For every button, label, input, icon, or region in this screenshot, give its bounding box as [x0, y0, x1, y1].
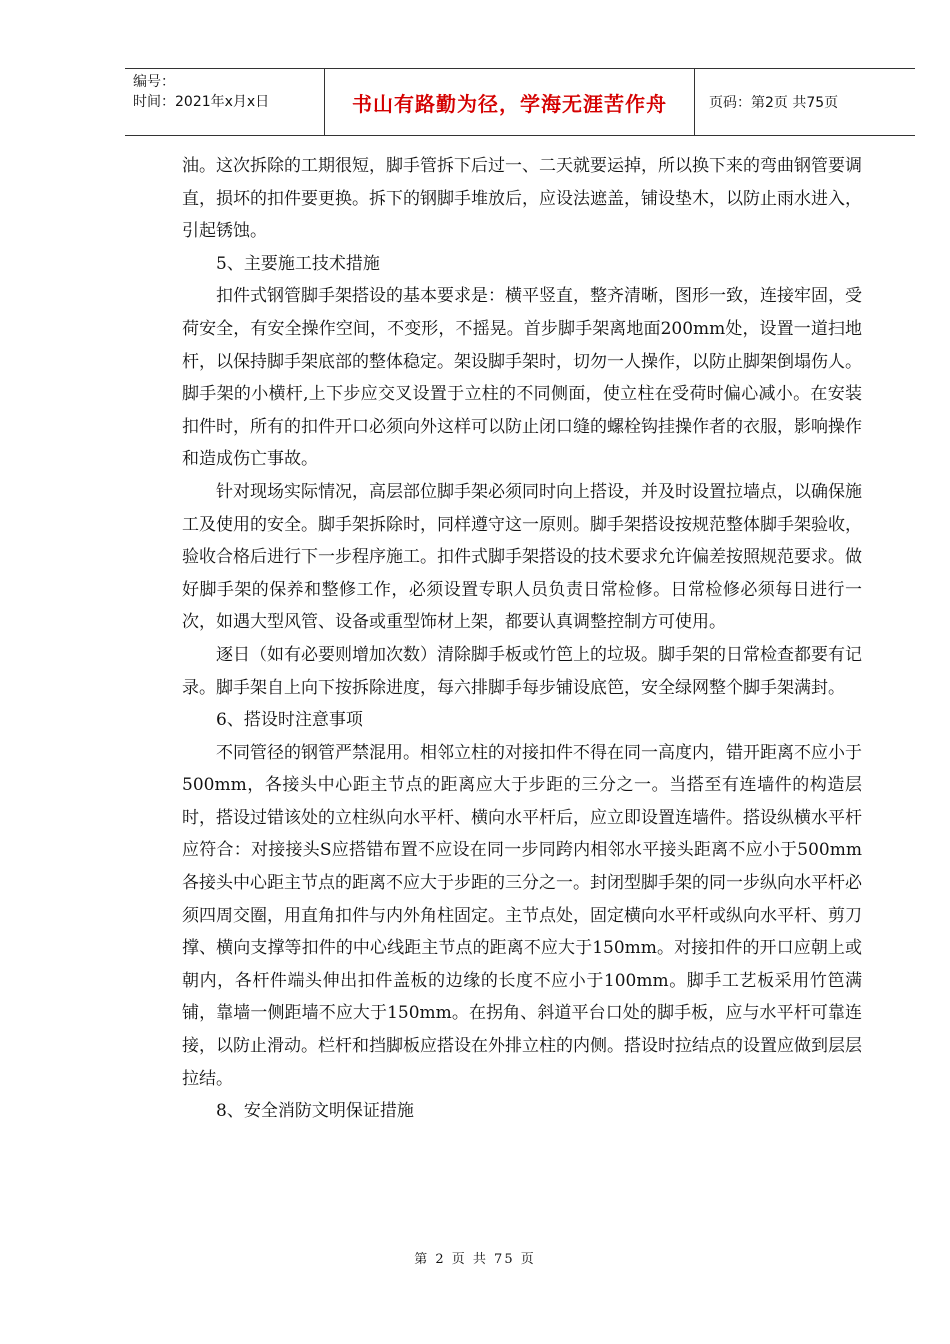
section-heading-5: 5、主要施工技术措施: [216, 253, 380, 274]
document-number-label: 编号：: [133, 74, 175, 90]
document-body: [182, 150, 862, 1128]
page-header: [125, 68, 915, 136]
paragraph-continuation: 油。这次拆除的工期很短，脚手管拆下后过一、二天就要运掉，所以换下来的弯曲钢管要调直，损坏的扣件要更换。拆下的钢脚手堆放后，应设法遮盖，铺设垫木，以防止雨水进入，引起锈蚀。: [182, 156, 862, 242]
section-heading-8: 8、安全消防文明保证措施: [216, 1101, 414, 1122]
header-info-cell: [125, 69, 325, 135]
paragraph: 针对现场实际情况，高层部位脚手架必须同时向上搭设，并及时设置拉墙点，以确保施工及使用的安全。脚手架拆除时，同样遵守这一原则。脚手架搭设按规范整体脚手架验收，验收合格后进行下一步程序施工。扣件式脚手架搭设的技术要求允许偏差按照规范要求。做好脚手架的保养和整修工作，必须设置专职人员负责日常检修。日常检修必须每日进行一次，如遇大型风管、设备或重型饰材上架，都要认真调整控制方可使用。: [182, 481, 862, 633]
document-time-label: 时间：2021年x月x日: [133, 94, 270, 110]
header-motto: 书山有路勤为径，学海无涯苦作舟: [325, 69, 695, 135]
paragraph: 扣件式钢管脚手架搭设的基本要求是：横平竖直，整齐清晰，图形一致，连接牢固，受荷安全，有安全操作空间，不变形，不摇晃。首步脚手架离地面200mm处，设置一道扫地杆，以保持脚手架底部的整体稳定。架设脚手架时，切勿一人操作，以防止脚架倒塌伤人。脚手架的小横杆,上下步应交叉设置于立柱的不同侧面，使立柱在受荷时偏心减小。在安装扣件时，所有的扣件开口必须向外这样可以防止闭口缝的螺栓钩挂操作者的衣服，影响操作和造成伤亡事故。: [182, 286, 862, 470]
paragraph: 逐日（如有必要则增加次数）清除脚手板或竹笆上的垃圾。脚手架的日常检查都要有记录。脚手架自上向下按拆除进度，每六排脚手每步铺设底笆，安全绿网整个脚手架满封。: [182, 644, 862, 698]
page-footer: 第 2 页 共 75 页: [414, 1252, 536, 1267]
header-page-number: 页码：第2页 共75页: [709, 95, 839, 111]
section-heading-6: 6、搭设时注意事项: [216, 710, 363, 731]
paragraph: 不同管径的钢管严禁混用。相邻立柱的对接扣件不得在同一高度内，错开距离不应小于500mm，各接头中心距主节点的距离应大于步距的三分之一。当搭至有连墙件的构造层时，搭设过错该处的立柱纵向水平杆、横向水平杆后，应立即设置连墙件。搭设纵横水平杆应符合：对接接头S应搭错布置不应设在同一步同跨内相邻水平接头距离不应小于500mm各接头中心距主节点的距离不应大于步距的三分之一。封闭型脚手架的同一步纵向水平杆必须四周交圈，用直角扣件与内外角柱固定。主节点处，固定横向水平杆或纵向水平杆、剪刀撑、横向支撑等扣件的中心线距主节点的距离不应大于150mm。对接扣件的开口应朝上或朝内，各杆件端头伸出扣件盖板的边缘的长度不应小于100mm。脚手工艺板采用竹笆满铺，靠墙一侧距墙不应大于150mm。在拐角、斜道平台口处的脚手板，应与水平杆可靠连接，以防止滑动。栏杆和挡脚板应搭设在外排立柱的内侧。搭设时拉结点的设置应做到层层拉结。: [182, 742, 862, 1089]
